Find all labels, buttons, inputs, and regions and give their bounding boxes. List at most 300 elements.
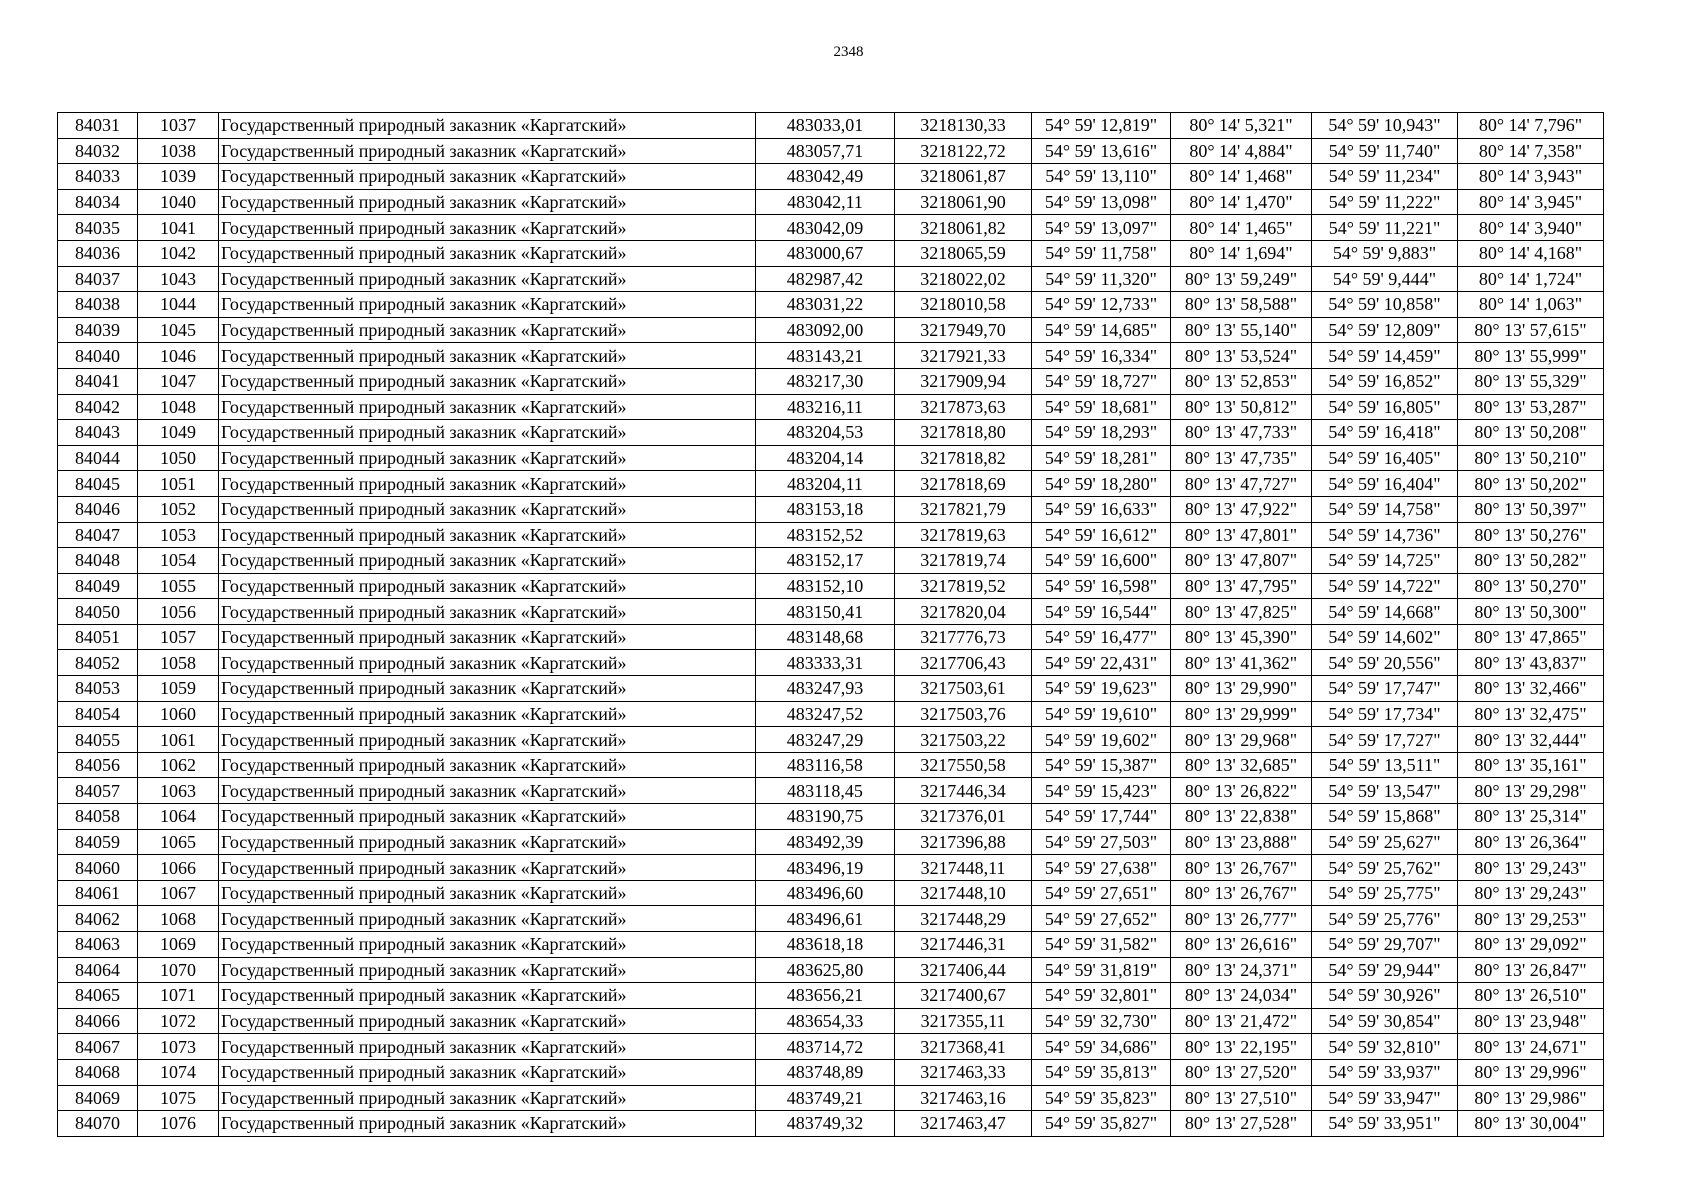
latitude-1-cell: 54° 59' 17,744" [1032,804,1171,830]
page-number: 2348 [833,44,864,60]
coord-y-cell: 3217909,94 [895,368,1032,394]
record-number-cell: 84056 [58,752,138,778]
point-number-cell: 1049 [138,420,219,446]
point-number-cell: 1058 [138,650,219,676]
coord-x-cell: 482987,42 [756,266,895,292]
point-number-cell: 1062 [138,752,219,778]
object-name-cell: Государственный природный заказник «Каргатский» [219,445,756,471]
record-number-cell: 84032 [58,138,138,164]
point-number-cell: 1071 [138,983,219,1009]
latitude-1-cell: 54° 59' 16,600" [1032,548,1171,574]
coord-y-cell: 3217376,01 [895,804,1032,830]
record-number-cell: 84042 [58,394,138,420]
longitude-1-cell: 80° 13' 59,249" [1171,266,1312,292]
coord-x-cell: 483057,71 [756,138,895,164]
latitude-1-cell: 54° 59' 18,281" [1032,445,1171,471]
coord-x-cell: 483618,18 [756,932,895,958]
latitude-1-cell: 54° 59' 16,477" [1032,624,1171,650]
longitude-1-cell: 80° 13' 53,524" [1171,343,1312,369]
table-row [58,522,1604,548]
longitude-2-cell: 80° 13' 50,300" [1458,599,1604,625]
longitude-1-cell: 80° 14' 4,884" [1171,138,1312,164]
point-number-cell: 1059 [138,676,219,702]
latitude-2-cell: 54° 59' 11,222" [1312,189,1458,215]
object-name-cell: Государственный природный заказник «Каргатский» [219,266,756,292]
coord-y-cell: 3217819,74 [895,548,1032,574]
longitude-2-cell: 80° 13' 55,329" [1458,368,1604,394]
longitude-1-cell: 80° 13' 50,812" [1171,394,1312,420]
table-row [58,599,1604,625]
latitude-2-cell: 54° 59' 33,937" [1312,1059,1458,1085]
coord-y-cell: 3217446,31 [895,932,1032,958]
latitude-1-cell: 54° 59' 18,681" [1032,394,1171,420]
table-row [58,215,1604,241]
table-body [58,113,1604,1137]
coord-x-cell: 483714,72 [756,1034,895,1060]
coord-y-cell: 3218022,02 [895,266,1032,292]
latitude-1-cell: 54° 59' 34,686" [1032,1034,1171,1060]
coord-x-cell: 483217,30 [756,368,895,394]
coord-y-cell: 3217873,63 [895,394,1032,420]
object-name-cell: Государственный природный заказник «Каргатский» [219,215,756,241]
longitude-1-cell: 80° 13' 55,140" [1171,317,1312,343]
table-row [58,752,1604,778]
longitude-2-cell: 80° 14' 1,724" [1458,266,1604,292]
record-number-cell: 84049 [58,573,138,599]
longitude-2-cell: 80° 13' 43,837" [1458,650,1604,676]
coord-x-cell: 483492,39 [756,829,895,855]
longitude-1-cell: 80° 13' 27,520" [1171,1059,1312,1085]
record-number-cell: 84031 [58,113,138,139]
point-number-cell: 1075 [138,1085,219,1111]
longitude-1-cell: 80° 14' 1,694" [1171,240,1312,266]
longitude-1-cell: 80° 13' 58,588" [1171,292,1312,318]
record-number-cell: 84069 [58,1085,138,1111]
table-row [58,957,1604,983]
latitude-1-cell: 54° 59' 11,758" [1032,240,1171,266]
object-name-cell: Государственный природный заказник «Каргатский» [219,1085,756,1111]
record-number-cell: 84054 [58,701,138,727]
longitude-1-cell: 80° 13' 27,510" [1171,1085,1312,1111]
record-number-cell: 84033 [58,164,138,190]
latitude-1-cell: 54° 59' 13,110" [1032,164,1171,190]
longitude-2-cell: 80° 13' 29,092" [1458,932,1604,958]
coord-x-cell: 483496,60 [756,880,895,906]
latitude-2-cell: 54° 59' 14,668" [1312,599,1458,625]
table-row [58,445,1604,471]
point-number-cell: 1053 [138,522,219,548]
table-row [58,240,1604,266]
latitude-2-cell: 54° 59' 10,943" [1312,113,1458,139]
latitude-1-cell: 54° 59' 27,638" [1032,855,1171,881]
point-number-cell: 1044 [138,292,219,318]
coord-x-cell: 483042,49 [756,164,895,190]
coord-x-cell: 483216,11 [756,394,895,420]
point-number-cell: 1065 [138,829,219,855]
point-number-cell: 1043 [138,266,219,292]
longitude-2-cell: 80° 13' 32,475" [1458,701,1604,727]
coord-x-cell: 483143,21 [756,343,895,369]
coord-x-cell: 483749,32 [756,1111,895,1137]
object-name-cell: Государственный природный заказник «Каргатский» [219,957,756,983]
latitude-2-cell: 54° 59' 14,758" [1312,496,1458,522]
coord-y-cell: 3218061,87 [895,164,1032,190]
point-number-cell: 1045 [138,317,219,343]
longitude-2-cell: 80° 13' 50,210" [1458,445,1604,471]
object-name-cell: Государственный природный заказник «Каргатский» [219,420,756,446]
coord-y-cell: 3217400,67 [895,983,1032,1009]
coord-x-cell: 483042,09 [756,215,895,241]
object-name-cell: Государственный природный заказник «Каргатский» [219,752,756,778]
point-number-cell: 1050 [138,445,219,471]
longitude-1-cell: 80° 13' 47,727" [1171,471,1312,497]
record-number-cell: 84038 [58,292,138,318]
coord-x-cell: 483042,11 [756,189,895,215]
longitude-2-cell: 80° 13' 53,287" [1458,394,1604,420]
table-row [58,880,1604,906]
coord-y-cell: 3217818,80 [895,420,1032,446]
longitude-2-cell: 80° 13' 50,270" [1458,573,1604,599]
coord-y-cell: 3217463,47 [895,1111,1032,1137]
table-row [58,727,1604,753]
latitude-2-cell: 54° 59' 9,444" [1312,266,1458,292]
object-name-cell: Государственный природный заказник «Каргатский» [219,343,756,369]
latitude-1-cell: 54° 59' 27,651" [1032,880,1171,906]
coord-y-cell: 3217818,69 [895,471,1032,497]
coord-y-cell: 3217821,79 [895,496,1032,522]
latitude-1-cell: 54° 59' 35,823" [1032,1085,1171,1111]
coord-y-cell: 3217355,11 [895,1008,1032,1034]
latitude-1-cell: 54° 59' 15,387" [1032,752,1171,778]
table-row [58,394,1604,420]
table-row [58,471,1604,497]
record-number-cell: 84068 [58,1059,138,1085]
record-number-cell: 84040 [58,343,138,369]
coord-y-cell: 3217406,44 [895,957,1032,983]
table-row [58,932,1604,958]
point-number-cell: 1074 [138,1059,219,1085]
longitude-1-cell: 80° 13' 32,685" [1171,752,1312,778]
record-number-cell: 84065 [58,983,138,1009]
latitude-1-cell: 54° 59' 16,334" [1032,343,1171,369]
object-name-cell: Государственный природный заказник «Каргатский» [219,983,756,1009]
table-row [58,548,1604,574]
record-number-cell: 84050 [58,599,138,625]
longitude-2-cell: 80° 13' 23,948" [1458,1008,1604,1034]
latitude-2-cell: 54° 59' 13,547" [1312,778,1458,804]
longitude-1-cell: 80° 14' 1,470" [1171,189,1312,215]
object-name-cell: Государственный природный заказник «Каргатский» [219,292,756,318]
coord-x-cell: 483033,01 [756,113,895,139]
coord-x-cell: 483153,18 [756,496,895,522]
latitude-1-cell: 54° 59' 32,730" [1032,1008,1171,1034]
table-row [58,368,1604,394]
coord-y-cell: 3217820,04 [895,599,1032,625]
longitude-1-cell: 80° 13' 52,853" [1171,368,1312,394]
object-name-cell: Государственный природный заказник «Каргатский» [219,573,756,599]
longitude-2-cell: 80° 14' 3,940" [1458,215,1604,241]
latitude-2-cell: 54° 59' 14,722" [1312,573,1458,599]
coord-y-cell: 3217921,33 [895,343,1032,369]
record-number-cell: 84048 [58,548,138,574]
coord-y-cell: 3218065,59 [895,240,1032,266]
record-number-cell: 84053 [58,676,138,702]
point-number-cell: 1042 [138,240,219,266]
table-row [58,1085,1604,1111]
point-number-cell: 1076 [138,1111,219,1137]
object-name-cell: Государственный природный заказник «Каргатский» [219,676,756,702]
coord-y-cell: 3217819,52 [895,573,1032,599]
coord-y-cell: 3217503,22 [895,727,1032,753]
coord-x-cell: 483152,52 [756,522,895,548]
longitude-1-cell: 80° 13' 24,034" [1171,983,1312,1009]
latitude-2-cell: 54° 59' 16,805" [1312,394,1458,420]
latitude-1-cell: 54° 59' 27,652" [1032,906,1171,932]
latitude-1-cell: 54° 59' 35,827" [1032,1111,1171,1137]
latitude-2-cell: 54° 59' 15,868" [1312,804,1458,830]
coord-y-cell: 3217818,82 [895,445,1032,471]
record-number-cell: 84060 [58,855,138,881]
object-name-cell: Государственный природный заказник «Каргатский» [219,804,756,830]
coord-x-cell: 483204,11 [756,471,895,497]
longitude-2-cell: 80° 13' 29,253" [1458,906,1604,932]
longitude-2-cell: 80° 14' 7,358" [1458,138,1604,164]
object-name-cell: Государственный природный заказник «Каргатский» [219,1034,756,1060]
coord-y-cell: 3217448,11 [895,855,1032,881]
record-number-cell: 84037 [58,266,138,292]
record-number-cell: 84035 [58,215,138,241]
longitude-1-cell: 80° 13' 23,888" [1171,829,1312,855]
coord-y-cell: 3218010,58 [895,292,1032,318]
table-row [58,804,1604,830]
record-number-cell: 84043 [58,420,138,446]
point-number-cell: 1069 [138,932,219,958]
latitude-1-cell: 54° 59' 16,544" [1032,599,1171,625]
table-row [58,420,1604,446]
latitude-2-cell: 54° 59' 16,405" [1312,445,1458,471]
object-name-cell: Государственный природный заказник «Каргатский» [219,599,756,625]
latitude-1-cell: 54° 59' 13,616" [1032,138,1171,164]
longitude-1-cell: 80° 13' 47,825" [1171,599,1312,625]
longitude-2-cell: 80° 13' 55,999" [1458,343,1604,369]
point-number-cell: 1054 [138,548,219,574]
latitude-2-cell: 54° 59' 14,459" [1312,343,1458,369]
object-name-cell: Государственный природный заказник «Каргатский» [219,368,756,394]
longitude-1-cell: 80° 13' 47,801" [1171,522,1312,548]
record-number-cell: 84066 [58,1008,138,1034]
point-number-cell: 1040 [138,189,219,215]
longitude-1-cell: 80° 13' 47,922" [1171,496,1312,522]
latitude-2-cell: 54° 59' 30,854" [1312,1008,1458,1034]
latitude-1-cell: 54° 59' 27,503" [1032,829,1171,855]
latitude-1-cell: 54° 59' 32,801" [1032,983,1171,1009]
longitude-1-cell: 80° 13' 47,795" [1171,573,1312,599]
point-number-cell: 1038 [138,138,219,164]
table-row [58,189,1604,215]
point-number-cell: 1072 [138,1008,219,1034]
latitude-2-cell: 54° 59' 25,627" [1312,829,1458,855]
latitude-1-cell: 54° 59' 35,813" [1032,1059,1171,1085]
latitude-2-cell: 54° 59' 14,602" [1312,624,1458,650]
object-name-cell: Государственный природный заказник «Каргатский» [219,906,756,932]
latitude-2-cell: 54° 59' 14,736" [1312,522,1458,548]
record-number-cell: 84034 [58,189,138,215]
longitude-2-cell: 80° 13' 50,282" [1458,548,1604,574]
coord-y-cell: 3217448,29 [895,906,1032,932]
longitude-2-cell: 80° 13' 57,615" [1458,317,1604,343]
longitude-1-cell: 80° 13' 41,362" [1171,650,1312,676]
point-number-cell: 1068 [138,906,219,932]
record-number-cell: 84046 [58,496,138,522]
record-number-cell: 84058 [58,804,138,830]
table-row [58,701,1604,727]
longitude-2-cell: 80° 13' 26,847" [1458,957,1604,983]
latitude-2-cell: 54° 59' 30,926" [1312,983,1458,1009]
coord-x-cell: 483204,53 [756,420,895,446]
object-name-cell: Государственный природный заказник «Каргатский» [219,471,756,497]
coord-x-cell: 483204,14 [756,445,895,471]
coord-y-cell: 3217706,43 [895,650,1032,676]
record-number-cell: 84064 [58,957,138,983]
latitude-2-cell: 54° 59' 25,775" [1312,880,1458,906]
coord-x-cell: 483152,10 [756,573,895,599]
latitude-1-cell: 54° 59' 13,097" [1032,215,1171,241]
point-number-cell: 1056 [138,599,219,625]
latitude-2-cell: 54° 59' 10,858" [1312,292,1458,318]
longitude-2-cell: 80° 13' 25,314" [1458,804,1604,830]
latitude-1-cell: 54° 59' 18,727" [1032,368,1171,394]
latitude-1-cell: 54° 59' 19,610" [1032,701,1171,727]
latitude-1-cell: 54° 59' 12,733" [1032,292,1171,318]
longitude-1-cell: 80° 13' 47,735" [1171,445,1312,471]
table-row [58,650,1604,676]
coord-y-cell: 3217503,61 [895,676,1032,702]
record-number-cell: 84047 [58,522,138,548]
longitude-2-cell: 80° 13' 47,865" [1458,624,1604,650]
table-row [58,1008,1604,1034]
table-row [58,113,1604,139]
latitude-2-cell: 54° 59' 32,810" [1312,1034,1458,1060]
latitude-2-cell: 54° 59' 16,404" [1312,471,1458,497]
longitude-2-cell: 80° 14' 3,945" [1458,189,1604,215]
longitude-1-cell: 80° 13' 26,822" [1171,778,1312,804]
longitude-2-cell: 80° 13' 29,996" [1458,1059,1604,1085]
object-name-cell: Государственный природный заказник «Каргатский» [219,778,756,804]
coord-y-cell: 3218061,82 [895,215,1032,241]
table-row [58,496,1604,522]
longitude-1-cell: 80° 13' 29,968" [1171,727,1312,753]
coord-y-cell: 3217446,34 [895,778,1032,804]
table-row [58,292,1604,318]
coord-x-cell: 483496,61 [756,906,895,932]
longitude-2-cell: 80° 13' 29,298" [1458,778,1604,804]
latitude-2-cell: 54° 59' 16,418" [1312,420,1458,446]
latitude-1-cell: 54° 59' 16,633" [1032,496,1171,522]
latitude-1-cell: 54° 59' 16,598" [1032,573,1171,599]
latitude-2-cell: 54° 59' 25,776" [1312,906,1458,932]
coord-x-cell: 483749,21 [756,1085,895,1111]
longitude-1-cell: 80° 13' 47,807" [1171,548,1312,574]
point-number-cell: 1057 [138,624,219,650]
object-name-cell: Государственный природный заказник «Каргатский» [219,701,756,727]
latitude-2-cell: 54° 59' 20,556" [1312,650,1458,676]
longitude-1-cell: 80° 14' 1,468" [1171,164,1312,190]
latitude-2-cell: 54° 59' 9,883" [1312,240,1458,266]
object-name-cell: Государственный природный заказник «Каргатский» [219,522,756,548]
table-row [58,676,1604,702]
object-name-cell: Государственный природный заказник «Каргатский» [219,1111,756,1137]
coord-x-cell: 483000,67 [756,240,895,266]
table-row [58,266,1604,292]
coord-x-cell: 483118,45 [756,778,895,804]
longitude-2-cell: 80° 13' 29,986" [1458,1085,1604,1111]
point-number-cell: 1060 [138,701,219,727]
latitude-1-cell: 54° 59' 19,623" [1032,676,1171,702]
longitude-1-cell: 80° 13' 24,371" [1171,957,1312,983]
object-name-cell: Государственный природный заказник «Каргатский» [219,164,756,190]
record-number-cell: 84057 [58,778,138,804]
object-name-cell: Государственный природный заказник «Каргатский» [219,240,756,266]
longitude-1-cell: 80° 13' 47,733" [1171,420,1312,446]
coord-y-cell: 3218061,90 [895,189,1032,215]
coord-x-cell: 483496,19 [756,855,895,881]
object-name-cell: Государственный природный заказник «Каргатский» [219,880,756,906]
latitude-2-cell: 54° 59' 11,740" [1312,138,1458,164]
latitude-2-cell: 54° 59' 29,707" [1312,932,1458,958]
longitude-1-cell: 80° 13' 22,838" [1171,804,1312,830]
object-name-cell: Государственный природный заказник «Каргатский» [219,189,756,215]
coord-x-cell: 483625,80 [756,957,895,983]
latitude-1-cell: 54° 59' 15,423" [1032,778,1171,804]
longitude-1-cell: 80° 13' 26,767" [1171,855,1312,881]
record-number-cell: 84055 [58,727,138,753]
table-row [58,1111,1604,1137]
latitude-2-cell: 54° 59' 11,234" [1312,164,1458,190]
object-name-cell: Государственный природный заказник «Каргатский» [219,138,756,164]
table-row [58,983,1604,1009]
latitude-2-cell: 54° 59' 25,762" [1312,855,1458,881]
point-number-cell: 1073 [138,1034,219,1060]
longitude-1-cell: 80° 13' 21,472" [1171,1008,1312,1034]
latitude-2-cell: 54° 59' 17,747" [1312,676,1458,702]
table-row [58,778,1604,804]
point-number-cell: 1037 [138,113,219,139]
object-name-cell: Государственный природный заказник «Каргатский» [219,650,756,676]
record-number-cell: 84051 [58,624,138,650]
point-number-cell: 1070 [138,957,219,983]
latitude-2-cell: 54° 59' 17,734" [1312,701,1458,727]
longitude-2-cell: 80° 14' 1,063" [1458,292,1604,318]
table-row [58,1034,1604,1060]
point-number-cell: 1048 [138,394,219,420]
table-row [58,164,1604,190]
coordinates-table [57,112,1604,1137]
table-row [58,829,1604,855]
longitude-1-cell: 80° 14' 5,321" [1171,113,1312,139]
longitude-1-cell: 80° 13' 26,616" [1171,932,1312,958]
coord-x-cell: 483092,00 [756,317,895,343]
longitude-2-cell: 80° 13' 50,276" [1458,522,1604,548]
latitude-1-cell: 54° 59' 18,280" [1032,471,1171,497]
longitude-2-cell: 80° 13' 50,208" [1458,420,1604,446]
longitude-1-cell: 80° 14' 1,465" [1171,215,1312,241]
table-row [58,138,1604,164]
table-row [58,906,1604,932]
coord-y-cell: 3217448,10 [895,880,1032,906]
coord-x-cell: 483333,31 [756,650,895,676]
latitude-2-cell: 54° 59' 33,951" [1312,1111,1458,1137]
coord-x-cell: 483656,21 [756,983,895,1009]
